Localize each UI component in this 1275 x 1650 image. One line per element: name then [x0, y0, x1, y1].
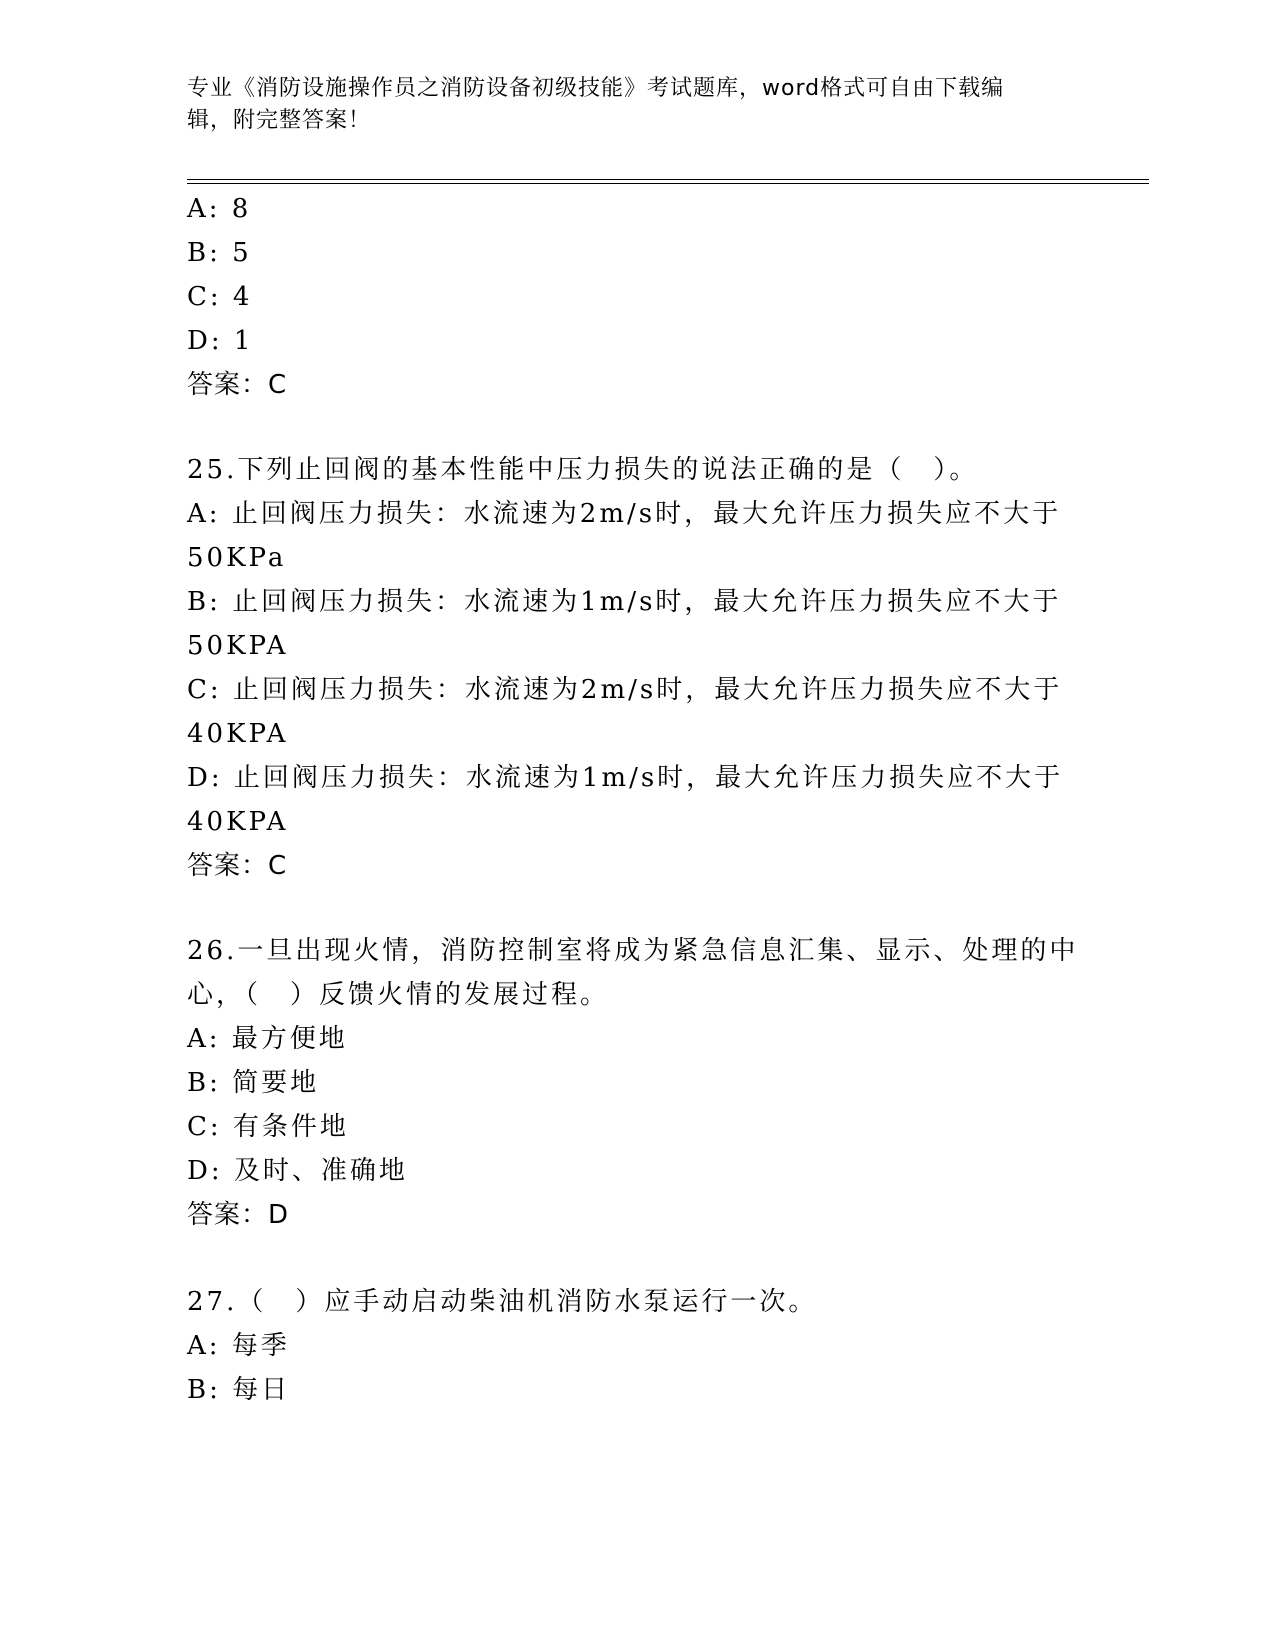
q25-option-c-cont: 40KPA [187, 719, 289, 749]
q26-option-a: A: 最方便地 [187, 1024, 348, 1054]
q26-option-b: B: 简要地 [187, 1068, 320, 1098]
q25-option-b-cont: 50KPA [187, 631, 289, 661]
header-line-1: 专业《消防设施操作员之消防设备初级技能》考试题库，word格式可自由下载编 [187, 76, 1005, 101]
q27-option-a: A: 每季 [187, 1331, 290, 1361]
q25-answer: 答案：C [187, 851, 288, 881]
q26-option-d: D: 及时、准确地 [187, 1156, 408, 1186]
q25-option-a-cont: 50KPa [187, 543, 287, 573]
q25-option-c: C: 止回阀压力损失：水流速为2m/s时，最大允许压力损失应不大于 [187, 675, 1063, 705]
q24-answer: 答案：C [187, 370, 288, 400]
q24-option-b: B: 5 [187, 238, 252, 268]
q25-option-a: A: 止回阀压力损失：水流速为2m/s时，最大允许压力损失应不大于 [187, 499, 1062, 529]
q25-option-b: B: 止回阀压力损失：水流速为1m/s时，最大允许压力损失应不大于 [187, 587, 1062, 617]
document-header [187, 73, 1067, 137]
q26-option-c: C: 有条件地 [187, 1112, 349, 1142]
q27-question: 27.（ ）应手动启动柴油机消防水泵运行一次。 [187, 1287, 818, 1317]
q24-option-c: C: 4 [187, 282, 253, 312]
header-line-2: 辑，附完整答案！ [187, 108, 372, 133]
header-divider-top [187, 179, 1149, 180]
q26-answer: 答案：D [187, 1200, 290, 1230]
q25-option-d-cont: 40KPA [187, 807, 289, 837]
q24-option-a: A: 8 [187, 194, 252, 224]
q24-option-d: D: 1 [187, 326, 254, 356]
q26-question: 26.一旦出现火情，消防控制室将成为紧急信息汇集、显示、处理的中 [187, 936, 1079, 966]
q25-question: 25.下列止回阀的基本性能中压力损失的说法正确的是（ ）。 [187, 455, 979, 485]
header-divider-bottom [187, 183, 1149, 184]
q27-option-b: B: 每日 [187, 1375, 291, 1405]
q26-question-cont: 心，（ ）反馈火情的发展过程。 [187, 980, 610, 1010]
q25-option-d: D: 止回阀压力损失：水流速为1m/s时，最大允许压力损失应不大于 [187, 763, 1064, 793]
